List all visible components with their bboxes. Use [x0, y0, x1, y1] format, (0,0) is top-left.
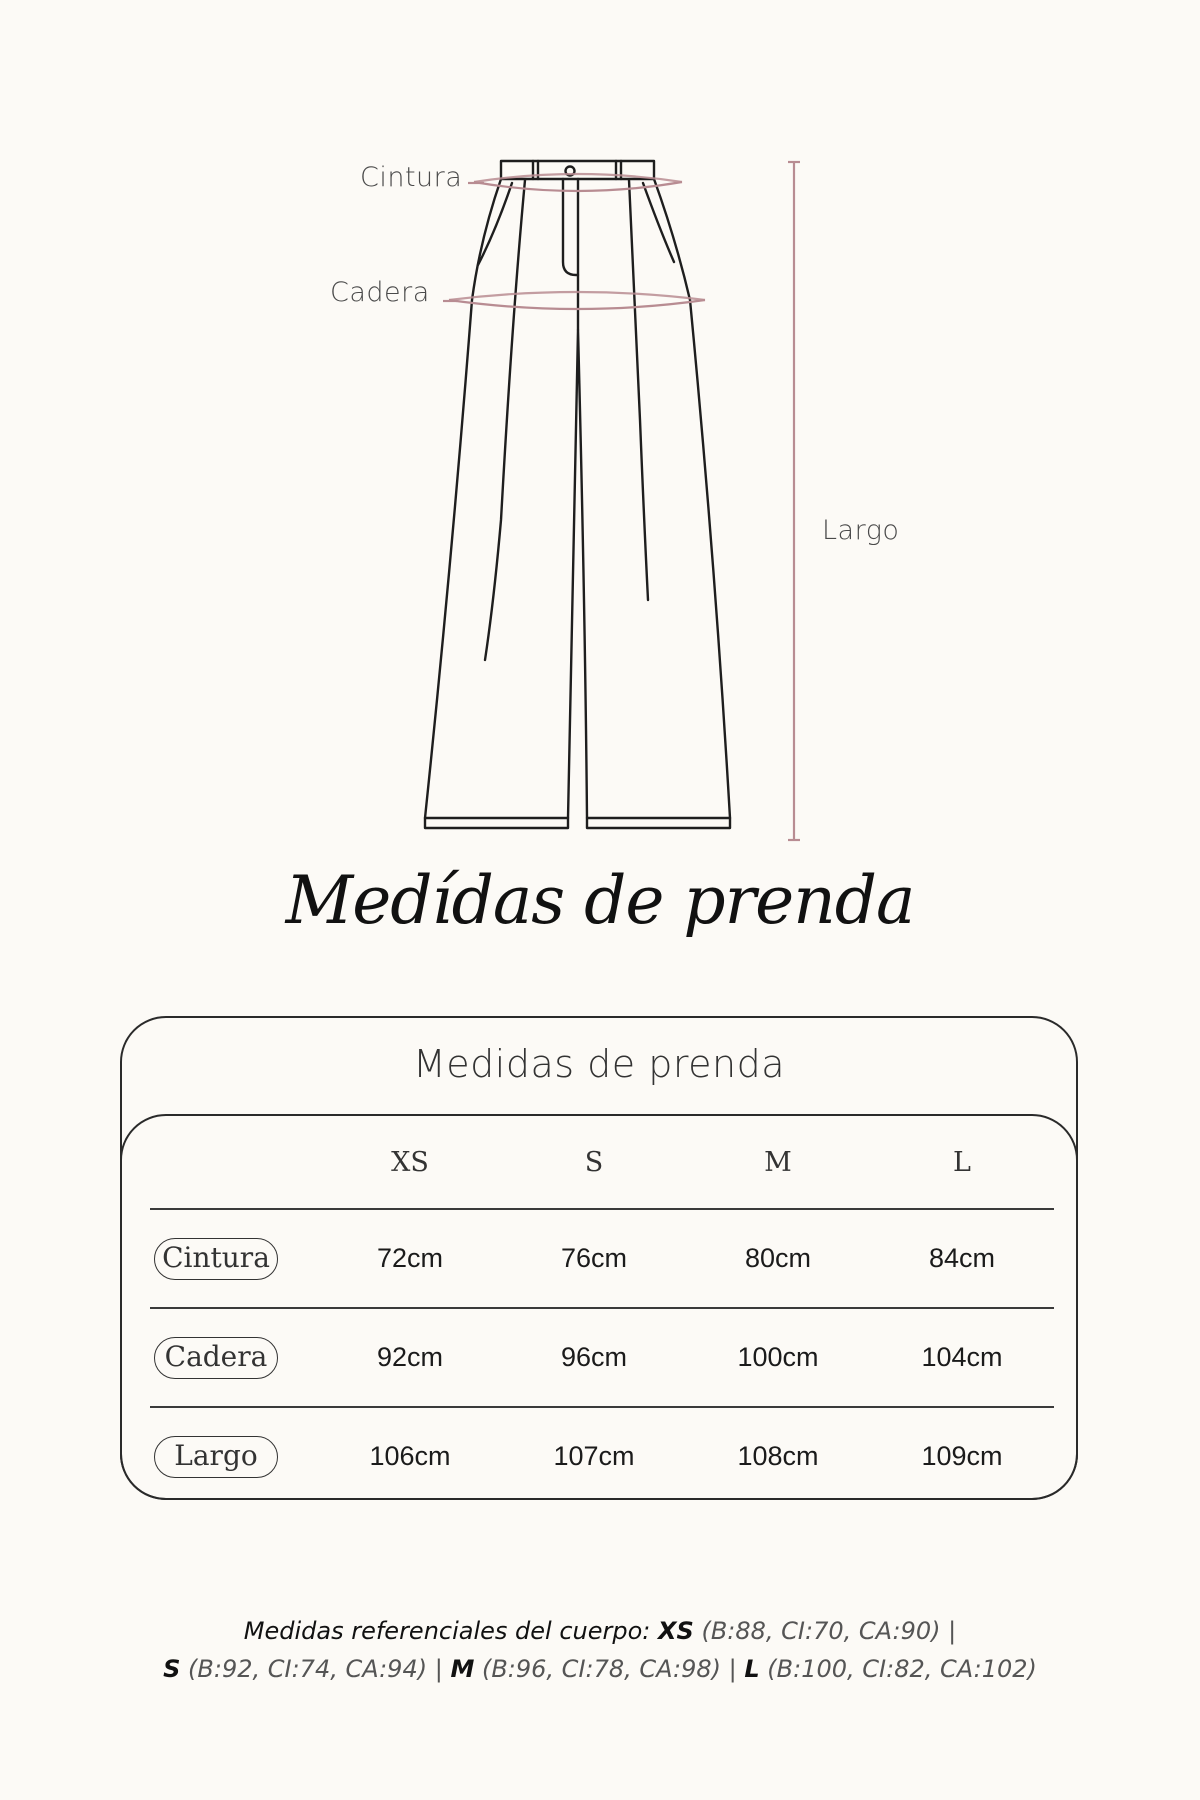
body-measurements-note: Medidas referenciales del cuerpo: XS (B:88, CI:70, CA:90) | S (B:92, CI:74, CA:94) | M (B:96, CI:78, CA:98) | L (B:100, CI:82, CA:102): [163, 1617, 1037, 1683]
size-header-row: [150, 1116, 1054, 1208]
note-size-s: S: [163, 1655, 181, 1683]
table-cell: 72cm: [376, 1243, 444, 1273]
note-detail-xs: (B:88, CI:70, CA:90): [701, 1617, 941, 1645]
table-row-hip: [150, 1307, 1054, 1406]
note-detail-m: (B:96, CI:78, CA:98): [481, 1655, 722, 1683]
size-header-xs: XS: [391, 1146, 429, 1178]
table-cell: 109cm: [921, 1441, 1003, 1471]
note-size-xs: XS: [658, 1617, 694, 1645]
table-cell: 107cm: [553, 1441, 635, 1471]
table-cell: 96cm: [560, 1342, 628, 1372]
length-label: Largo: [822, 515, 900, 546]
note-intro: Medidas referenciales del cuerpo: [243, 1617, 643, 1645]
table-cell: 84cm: [928, 1243, 996, 1273]
page-title: Medídas de prenda: [285, 862, 915, 939]
note-size-l: L: [744, 1655, 760, 1683]
table-cell: 76cm: [560, 1243, 628, 1273]
size-header-m: M: [764, 1146, 792, 1178]
row-label-pill: Largo: [154, 1436, 278, 1478]
note-detail-l: (B:100, CI:82, CA:102): [767, 1655, 1037, 1683]
table-cell: 106cm: [369, 1441, 451, 1471]
size-table: [120, 1114, 1078, 1500]
hip-label: Cadera: [330, 277, 430, 308]
note-detail-s: (B:92, CI:74, CA:94): [188, 1655, 428, 1683]
table-cell: 104cm: [921, 1342, 1003, 1372]
row-label-pill: Cintura: [154, 1238, 278, 1280]
table-cell: 80cm: [744, 1243, 812, 1273]
table-cell: 92cm: [376, 1342, 444, 1372]
table-row-waist: [150, 1208, 1054, 1307]
size-header-l: L: [953, 1146, 971, 1178]
table-row-length: [150, 1406, 1054, 1505]
table-cell: 108cm: [737, 1441, 819, 1471]
table-cell: 100cm: [737, 1342, 819, 1372]
table-heading: Medidas de prenda: [413, 1042, 785, 1086]
row-label-pill: Cadera: [154, 1337, 278, 1379]
note-size-m: M: [450, 1655, 475, 1683]
waist-label: Cintura: [360, 162, 463, 193]
size-grid: [150, 1116, 1054, 1505]
size-header-s: S: [584, 1146, 604, 1178]
